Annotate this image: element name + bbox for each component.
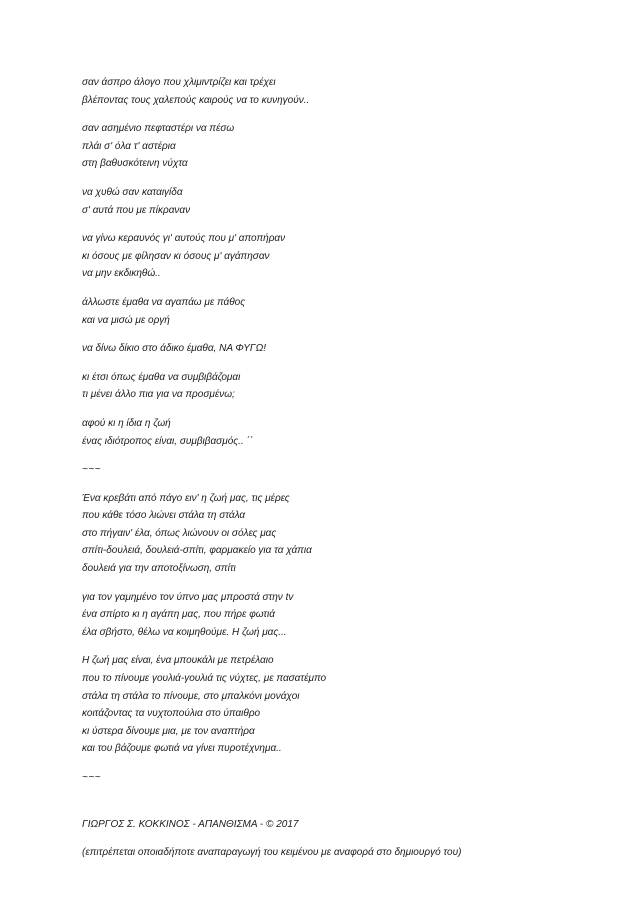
poem-line: κι ύστερα δίνουμε μια, με τον αναπτήρα — [82, 725, 255, 737]
poem-line: βλέποντας τους χαλεπούς καιρούς να το κυνηγούν.. — [82, 94, 310, 106]
copyright-note: (επιτρέπεται οποιαδήποτε αναπαραγωγή του κειμένου με αναφορά στο δημιουργό του) — [82, 847, 462, 859]
poem-part-2 — [82, 490, 602, 758]
poem-line: αφού κι η ίδια η ζωή — [82, 417, 171, 429]
poem-line: να χυθώ σαν καταιγίδα — [82, 186, 183, 198]
poem-line: να δίνω δίκιο στο άδικο έμαθα, ΝΑ ΦΥΓΩ! — [82, 343, 266, 355]
poem-line: κοιτάζοντας τα νυχτοπούλια στο ύπαιθρο — [82, 708, 261, 720]
stanza — [82, 652, 602, 758]
poem-part-1 — [82, 74, 602, 450]
poem-line: Ένα κρεβάτι από πάγο ειν' η ζωή μας, τις μέρες — [82, 492, 290, 504]
stanza — [82, 369, 602, 404]
poem-line: ένας ιδιότροπος είναι, συμβιβασμός.. ΄΄ — [82, 435, 254, 447]
poem-line: στάλα τη στάλα το πίνουμε, στο μπαλκόνι μονάχοι — [82, 690, 300, 702]
poem-line: που κάθε τόσο λιώνει στάλα τη στάλα — [82, 510, 246, 522]
poem-line: στο πήγαιν' έλα, όπως λιώνουν οι σόλες μας — [82, 527, 277, 539]
stanza — [82, 184, 602, 219]
poem-line: σαν άσπρο άλογο που χλιμιντρίζει και τρέχει — [82, 77, 276, 88]
poem-line: Η ζωή μας είναι, ένα μπουκάλι με πετρέλαιο — [82, 655, 274, 667]
poem-line: να μην εκδικηθώ.. — [82, 268, 161, 280]
poem-line: σ' αυτά που με πίκραναν — [82, 204, 191, 216]
poem-line: τι μένει άλλο πια για να προσμένω; — [82, 389, 235, 401]
separator-2: ~~~ — [82, 772, 102, 783]
stanza — [82, 74, 602, 109]
stanza — [82, 415, 602, 450]
poem-line: που το πίνουμε γουλιά-γουλιά τις νύχτες, με πασατέμπο — [82, 673, 327, 685]
poem-content — [82, 74, 602, 873]
poem-line: για τον γαμημένο τον ύπνο μας μπροστά στην tv — [82, 591, 294, 603]
stanza — [82, 490, 602, 578]
stanza — [82, 120, 602, 173]
poem-line: σπίτι-δουλειά, δουλειά-σπίτι, φαρμακείο για τα χάπια — [82, 545, 312, 557]
stanza — [82, 340, 602, 358]
poem-line: και του βάζουμε φωτιά να γίνει πυροτέχνημα.. — [82, 743, 282, 755]
poem-line: σαν ασημένιο πεφταστέρι να πέσω — [82, 123, 235, 135]
poem-line: κι όσους με φίλησαν κι όσους μ' αγάπησαν — [82, 250, 270, 262]
spacer — [82, 798, 602, 816]
poem-line: άλλωστε έμαθα να αγαπάω με πάθος — [82, 296, 246, 308]
poem-line: πλάι σ' όλα τ' αστέρια — [82, 140, 176, 152]
author-line: ΓΙΩΡΓΟΣ Σ. ΚΟΚΚΙΝΟΣ - ΑΠΑΝΘΙΣΜΑ - © 2017 — [82, 818, 299, 830]
separator-1: ~~~ — [82, 464, 102, 476]
poem-line: έλα σβήστο, θέλω να κοιμηθούμε. Η ζωή μας... — [82, 626, 287, 638]
poem-line: ένα σπίρτο κι η αγάπη μας, που πήρε φωτιά — [82, 609, 275, 621]
poem-line: δουλειά για την αποτοξίνωση, σπίτι — [82, 563, 236, 575]
poem-line: να γίνω κεραυνός γι' αυτούς που μ' αποπήραν — [82, 233, 286, 245]
poem-line: κι έτσι όπως έμαθα να συμβιβάζομαι — [82, 371, 241, 383]
stanza — [82, 294, 602, 329]
poem-line: στη βαθυσκότεινη νύχτα — [82, 158, 188, 170]
stanza — [82, 589, 602, 642]
stanza — [82, 230, 602, 283]
poem-line: και να μισώ με οργή — [82, 314, 170, 326]
